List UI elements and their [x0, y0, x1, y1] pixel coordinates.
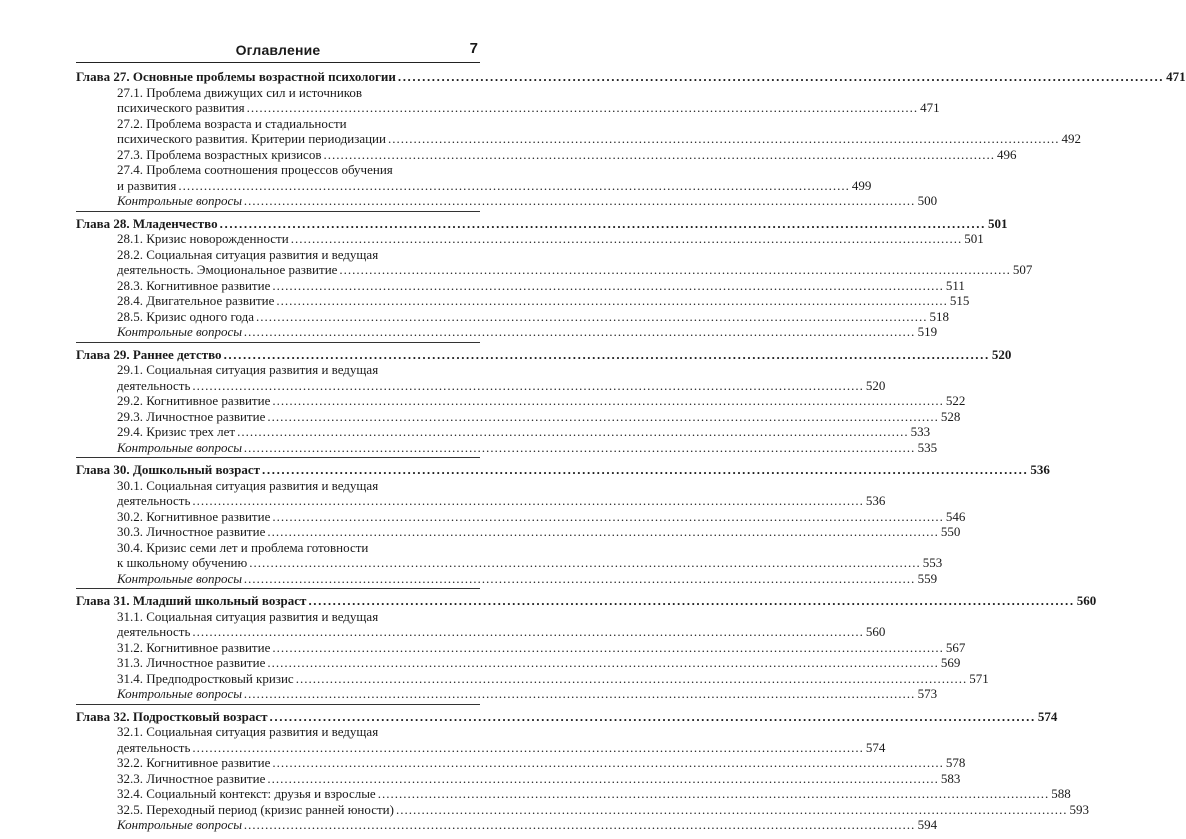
chapter-heading-text: Глава 29. Раннее детство	[76, 346, 222, 362]
dot-leader	[249, 555, 921, 571]
chapter-block	[76, 593, 1097, 705]
section-entry-text: деятельность	[117, 739, 191, 755]
page-ref: 553	[922, 555, 943, 570]
section-entry	[76, 131, 1081, 147]
review-questions	[76, 193, 938, 209]
page-ref: 471	[1166, 69, 1186, 84]
dot-leader	[256, 309, 928, 325]
page-ref: 500	[917, 193, 938, 208]
page-ref: 471	[920, 100, 940, 115]
page-ref: 507	[1012, 262, 1033, 277]
dot-leader	[192, 740, 864, 756]
dot-leader	[267, 409, 939, 425]
section-entry-text: 32.2. Когнитивное развитие	[117, 755, 271, 770]
dot-leader	[272, 640, 944, 656]
chapter-heading	[76, 346, 1012, 363]
page-ref: 520	[991, 346, 1012, 362]
section-entry-text: 29.4. Кризис трех лет	[117, 424, 236, 439]
review-questions-text: Контрольные вопросы	[117, 193, 243, 208]
section-entry-line	[76, 478, 480, 494]
review-questions	[76, 686, 938, 702]
section-entry	[76, 524, 961, 540]
section-entry-text: 28.5. Кризис одного года	[117, 308, 254, 324]
page-ref: 520	[865, 377, 886, 393]
review-questions-text: Контрольные вопросы	[117, 570, 243, 586]
section-entry-text: психического развития	[117, 100, 245, 115]
page-ref: 588	[1051, 786, 1071, 801]
dot-leader	[267, 771, 939, 787]
page-ref: 536	[1030, 462, 1050, 477]
page-ref: 492	[1061, 131, 1081, 146]
dot-leader	[270, 709, 1036, 725]
section-entry	[76, 293, 970, 309]
section-entry	[76, 555, 943, 571]
section-entry-text: 31.4. Предподростковый кризис	[117, 670, 294, 686]
page-ref: 559	[917, 570, 938, 586]
dot-leader	[276, 293, 948, 309]
section-entry-text: 29.3. Личностное развитие	[117, 408, 266, 424]
dot-leader	[244, 571, 916, 587]
section-entry	[76, 146, 1017, 163]
dot-leader	[244, 817, 916, 833]
dot-leader	[192, 493, 864, 509]
page-ref: 536	[865, 493, 886, 508]
page-ref: 496	[996, 146, 1017, 162]
section-entry	[76, 786, 1071, 802]
section-entry	[76, 277, 965, 294]
section-entry-text: к школьному обучению	[117, 555, 248, 570]
header-title: Оглавление	[235, 42, 321, 58]
page-ref: 519	[917, 324, 938, 339]
dot-leader	[378, 786, 1050, 802]
dot-leader	[398, 69, 1164, 85]
section-entry-text: деятельность	[117, 377, 191, 393]
page-ref: 550	[940, 524, 961, 539]
page-ref: 583	[940, 770, 961, 786]
review-questions	[76, 439, 938, 456]
dot-leader	[272, 509, 944, 525]
dot-leader	[267, 655, 939, 671]
section-entry-text: 31.3. Личностное развитие	[117, 655, 266, 670]
table-of-contents	[76, 69, 1186, 839]
dot-leader	[192, 378, 864, 394]
dot-leader	[244, 440, 916, 456]
page-ref: 499	[851, 177, 872, 193]
section-entry-text: 27.4. Проблема соотношения процессов обучения	[117, 162, 393, 177]
chapter-heading	[76, 69, 1186, 85]
page-ref: 533	[910, 424, 931, 439]
section-entry-line	[76, 609, 480, 625]
chapter-heading	[76, 215, 1008, 232]
section-entry-text: 32.1. Социальная ситуация развития и ведущая	[117, 724, 379, 739]
page-ref: 501	[987, 215, 1008, 231]
review-questions-text: Контрольные вопросы	[117, 324, 243, 339]
section-entry-line	[76, 85, 480, 101]
page-number: 7	[469, 40, 478, 57]
section-entry-line	[76, 724, 480, 740]
section-entry	[76, 755, 966, 771]
section-entry-text: 28.3. Когнитивное развитие	[117, 277, 271, 293]
chapter-block	[76, 462, 1050, 589]
page-ref: 573	[917, 686, 938, 701]
section-entry-line	[76, 162, 480, 178]
chapter-heading	[76, 593, 1097, 609]
dot-leader	[224, 347, 990, 363]
review-questions-text: Контрольные вопросы	[117, 439, 243, 455]
dot-leader	[296, 671, 968, 687]
dot-leader	[291, 231, 963, 247]
section-entry	[76, 739, 886, 756]
chapter-heading-text: Глава 31. Младший школьный возраст	[76, 593, 307, 608]
chapter-heading-text: Глава 27. Основные проблемы возрастной психологии	[76, 69, 396, 84]
chapter-heading	[76, 462, 1050, 478]
page-ref: 560	[1076, 593, 1097, 608]
section-entry	[76, 801, 1089, 818]
page-ref: 511	[945, 277, 965, 293]
dot-leader	[220, 216, 986, 232]
page-ref: 546	[945, 508, 966, 524]
section-entry	[76, 624, 886, 640]
dot-leader	[192, 624, 864, 640]
dot-leader	[388, 131, 1060, 147]
page-ref: 567	[945, 639, 966, 655]
section-entry	[76, 308, 949, 325]
dot-leader	[272, 393, 944, 409]
section-entry-text: 29.2. Когнитивное развитие	[117, 393, 271, 408]
section-entry	[76, 231, 984, 247]
dot-leader	[396, 802, 1068, 818]
section-entry-text: 30.2. Когнитивное развитие	[117, 508, 271, 524]
section-entry	[76, 424, 931, 440]
section-entry-line	[76, 247, 480, 263]
chapter-block	[76, 69, 1186, 212]
section-entry-text: деятельность	[117, 493, 191, 508]
page-ref: 501	[964, 231, 984, 246]
page-ref: 571	[969, 670, 989, 686]
section-entry-text: и развития	[117, 177, 177, 193]
section-entry	[76, 770, 961, 787]
section-entry-text: деятельность	[117, 624, 191, 639]
chapter-block	[76, 215, 1033, 343]
page-ref: 574	[865, 739, 886, 755]
page-ref: 594	[917, 817, 938, 832]
review-questions-text: Контрольные вопросы	[117, 817, 243, 832]
dot-leader	[178, 178, 850, 194]
page-ref: 518	[929, 308, 949, 324]
review-questions	[76, 324, 938, 340]
dot-leader	[308, 593, 1074, 609]
section-entry-text: 27.3. Проблема возрастных кризисов	[117, 146, 322, 162]
dot-leader	[272, 755, 944, 771]
section-entry-text: 28.2. Социальная ситуация развития и ведущая	[117, 246, 379, 262]
section-entry	[76, 377, 886, 394]
review-questions-text: Контрольные вопросы	[117, 686, 243, 701]
section-entry-text: 30.1. Социальная ситуация развития и ведущая	[117, 477, 379, 493]
section-entry-text: 30.4. Кризис семи лет и проблема готовности	[117, 539, 369, 555]
running-header	[76, 40, 480, 63]
section-entry-text: 28.1. Кризис новорожденности	[117, 231, 289, 246]
section-entry	[76, 177, 872, 194]
chapter-block	[76, 346, 1012, 459]
section-entry-text: деятельность. Эмоциональное развитие	[117, 262, 338, 277]
page-ref: 560	[865, 624, 886, 639]
section-entry-line	[76, 362, 480, 378]
page-ref: 569	[940, 655, 961, 670]
section-entry-text: психического развития. Критерии периодизации	[117, 131, 386, 146]
section-entry	[76, 408, 961, 425]
chapter-heading-text: Глава 28. Младенчество	[76, 215, 218, 231]
section-entry-line	[76, 116, 480, 132]
dot-leader	[339, 262, 1011, 278]
page-ref: 574	[1037, 708, 1058, 724]
dot-leader	[267, 524, 939, 540]
section-entry-text: 28.4. Двигательное развитие	[117, 293, 275, 308]
review-questions	[76, 817, 938, 833]
chapter-heading-text: Глава 32. Подростковый возраст	[76, 708, 268, 724]
section-entry	[76, 639, 966, 656]
dot-leader	[272, 278, 944, 294]
page-ref: 535	[917, 439, 938, 455]
dot-leader	[237, 424, 909, 440]
page-ref: 578	[945, 755, 966, 770]
section-entry-text: 27.1. Проблема движущих сил и источников	[117, 84, 363, 100]
section-entry-text: 32.5. Переходный период (кризис ранней юности)	[117, 801, 394, 817]
dot-leader	[262, 462, 1028, 478]
section-entry	[76, 262, 1033, 278]
dot-leader	[247, 100, 919, 116]
section-entry	[76, 393, 966, 409]
section-entry-text: 31.2. Когнитивное развитие	[117, 639, 271, 655]
page-ref: 528	[940, 408, 961, 424]
section-entry-text: 30.3. Личностное развитие	[117, 524, 266, 539]
chapter-block	[76, 708, 1089, 835]
section-entry	[76, 670, 989, 687]
dot-leader	[244, 686, 916, 702]
dot-leader	[323, 147, 995, 163]
section-entry	[76, 100, 940, 116]
section-entry-text: 32.4. Социальный контекст: друзья и взрослые	[117, 786, 376, 801]
section-entry	[76, 493, 886, 509]
section-entry-text: 31.1. Социальная ситуация развития и ведущая	[117, 608, 379, 624]
section-entry-text: 29.1. Социальная ситуация развития и ведущая	[117, 362, 379, 377]
section-entry-text: 32.3. Личностное развитие	[117, 770, 266, 786]
section-entry	[76, 655, 961, 671]
section-entry	[76, 508, 966, 525]
chapter-heading-text: Глава 30. Дошкольный возраст	[76, 462, 261, 477]
page-ref: 593	[1069, 801, 1089, 817]
review-questions	[76, 570, 938, 587]
section-entry-line	[76, 540, 480, 556]
page-ref: 515	[949, 293, 970, 308]
dot-leader	[244, 193, 916, 209]
page-ref: 522	[945, 393, 966, 408]
dot-leader	[244, 324, 916, 340]
section-entry-text: 27.2. Проблема возраста и стадиальности	[117, 115, 347, 131]
chapter-heading	[76, 708, 1058, 725]
